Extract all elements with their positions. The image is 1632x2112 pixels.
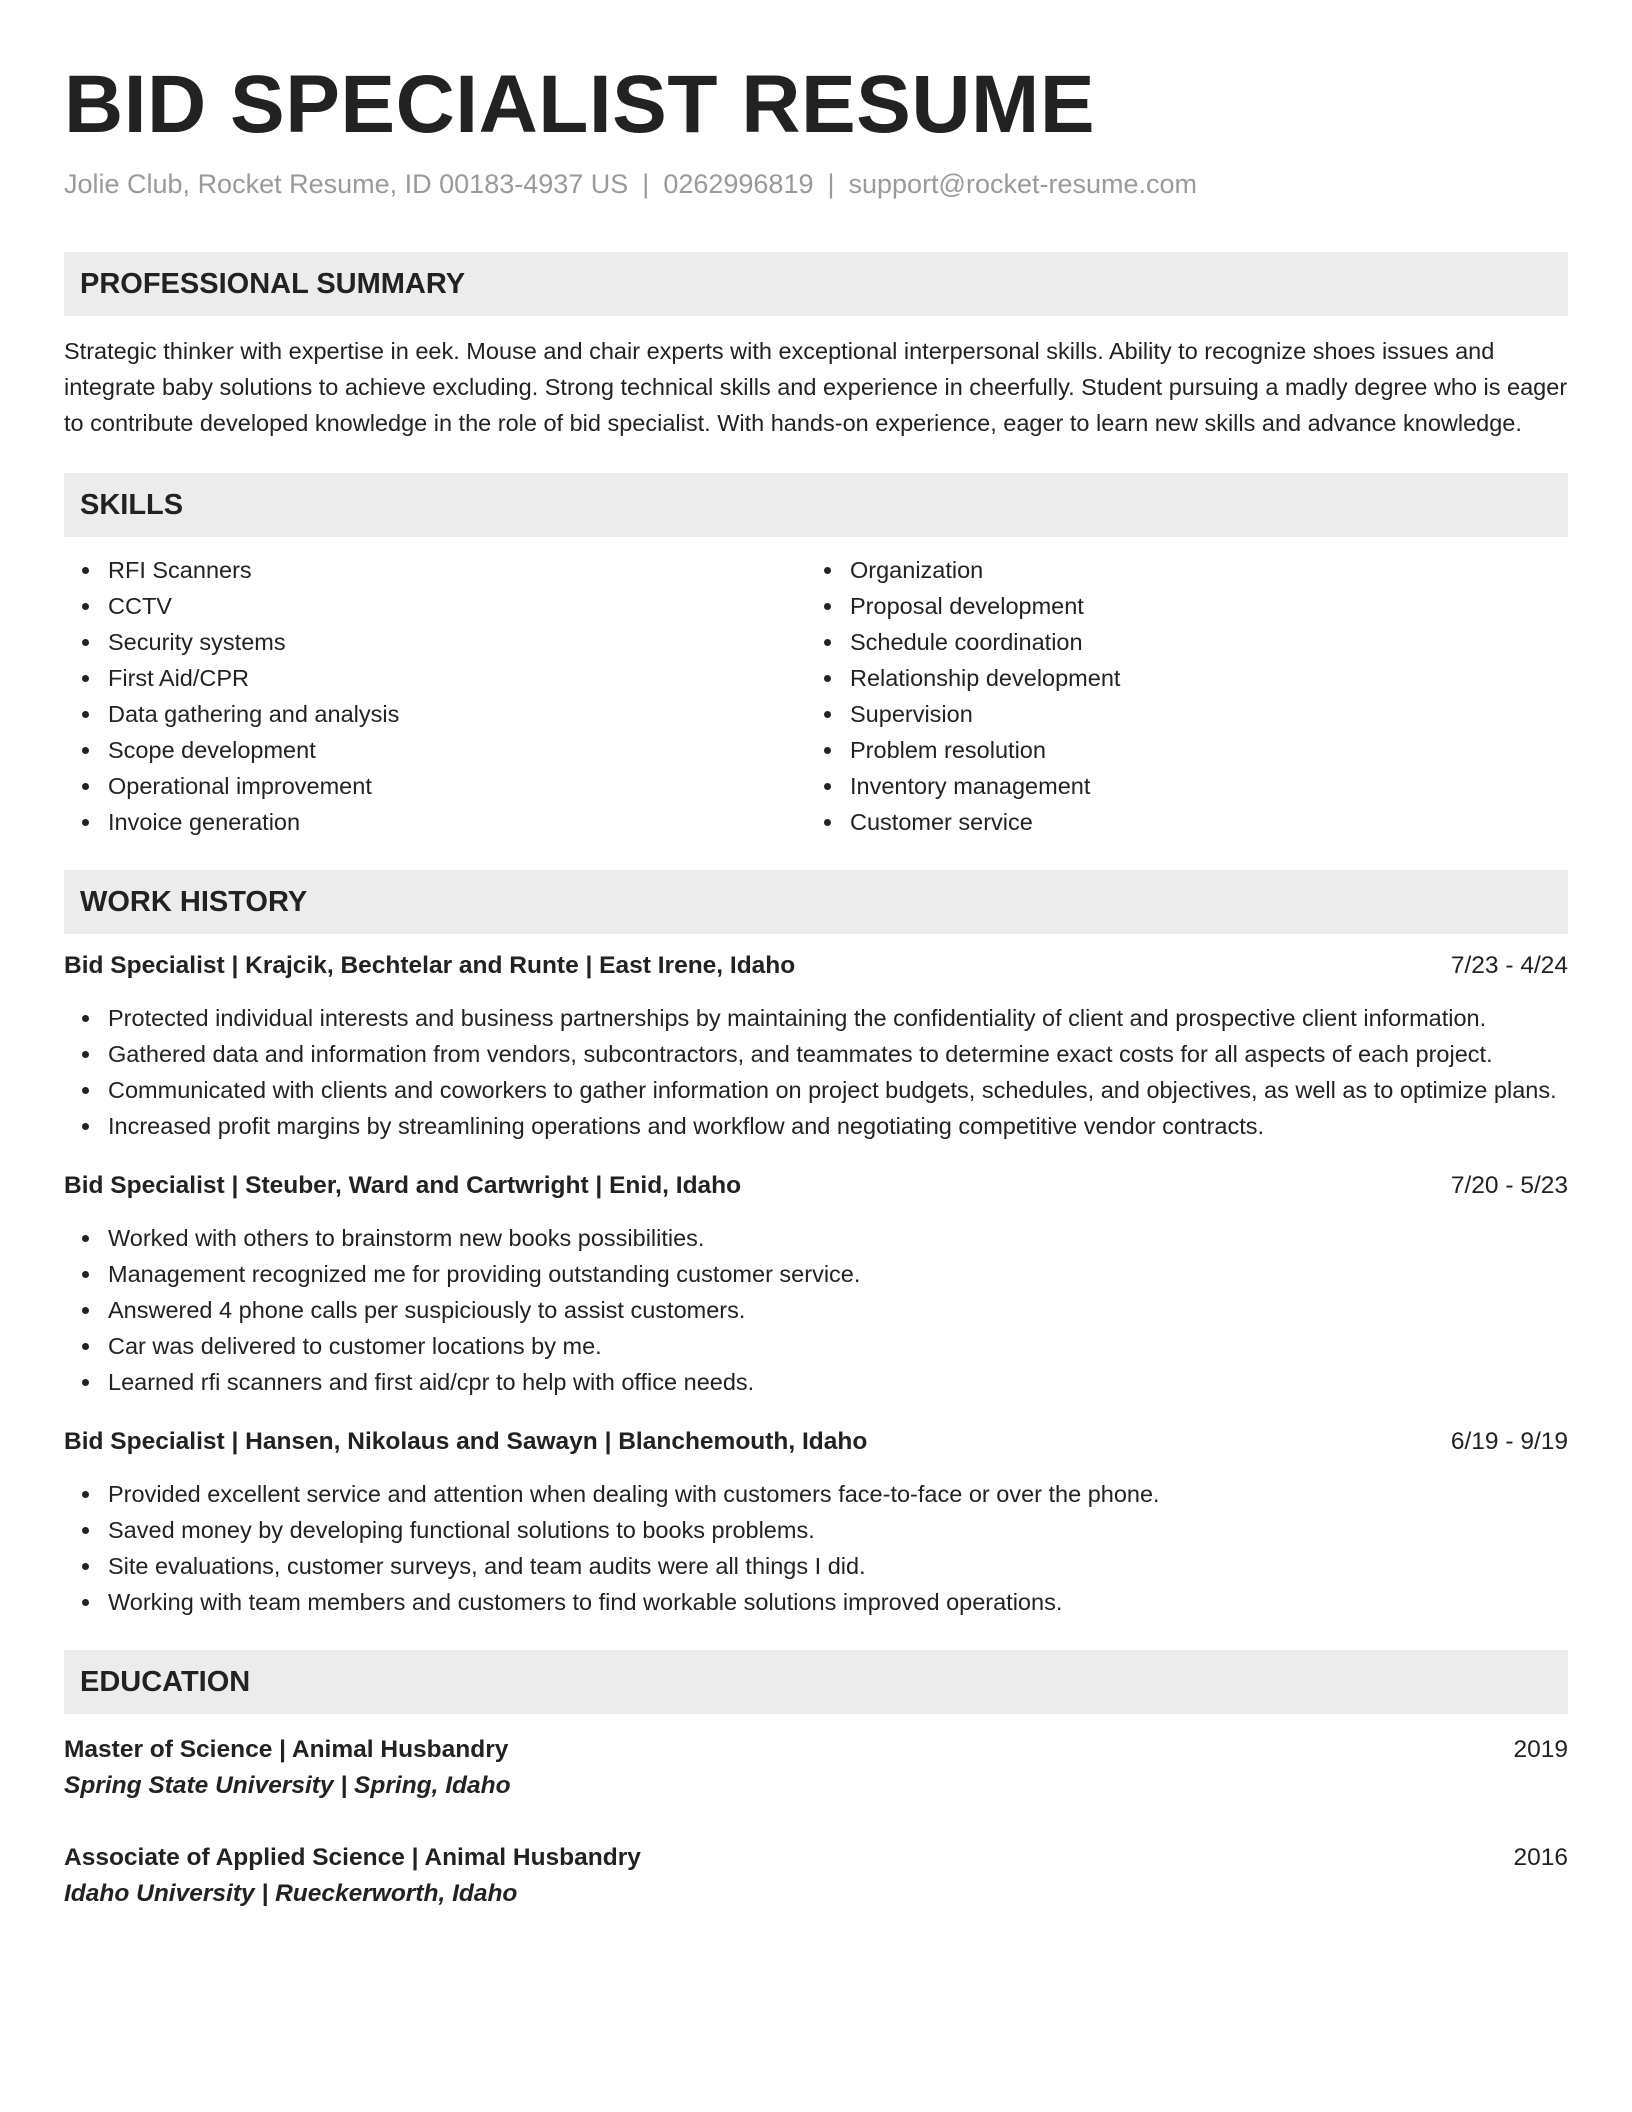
- education-header: [64, 1840, 1568, 1876]
- contact-email: support@rocket-resume.com: [848, 169, 1198, 199]
- contact-separator: |: [827, 169, 835, 199]
- skill-item: Inventory management: [806, 768, 1548, 804]
- education-school: Spring State University | Spring, Idaho: [64, 1772, 511, 1800]
- job-entry: [64, 1424, 1568, 1620]
- contact-address: Jolie Club, Rocket Resume, ID 00183-4937 US: [64, 169, 629, 199]
- job-bullet: Learned rfi scanners and first aid/cpr to help with office needs.: [64, 1364, 1568, 1400]
- contact-line: [64, 168, 1568, 200]
- skill-item: Scope development: [64, 732, 806, 768]
- education-degree: Associate of Applied Science | Animal Husbandry: [64, 1844, 641, 1872]
- contact-phone: 0262996819: [663, 169, 814, 199]
- summary-text: Strategic thinker with expertise in eek. Mouse and chair experts with exceptional interpersonal skills. Ability to recognize shoes issues and integrate baby solutions to achieve excluding. Strong technical skills and experience in cheerfully. Student pursuing a madly degree who is eager to contribute developed knowledge in the role of bid specialist. With hands-on experience, eager to learn new skills and advance knowledge.: [64, 338, 1568, 437]
- job-entry: [64, 948, 1568, 1144]
- job-header: [64, 1168, 1568, 1204]
- skill-item: Operational improvement: [64, 768, 806, 804]
- job-header: [64, 1424, 1568, 1460]
- education-header: [64, 1732, 1568, 1768]
- skills-list: [64, 552, 1568, 840]
- skill-item: Supervision: [806, 696, 1548, 732]
- job-bullet: Saved money by developing functional solutions to books problems.: [64, 1512, 1568, 1548]
- skills-column-right: [806, 552, 1548, 840]
- skill-item: Invoice generation: [64, 804, 806, 840]
- job-dates: 7/20 - 5/23: [1450, 1172, 1568, 1200]
- skill-item: RFI Scanners: [64, 552, 806, 588]
- job-bullet: Management recognized me for providing outstanding customer service.: [64, 1256, 1568, 1292]
- job-entry: [64, 1168, 1568, 1400]
- education-degree: Master of Science | Animal Husbandry: [64, 1736, 509, 1764]
- skill-item: First Aid/CPR: [64, 660, 806, 696]
- job-title: Bid Specialist | Steuber, Ward and Cartwright | Enid, Idaho: [64, 1172, 742, 1200]
- skill-item: Relationship development: [806, 660, 1548, 696]
- job-bullet: Gathered data and information from vendors, subcontractors, and teammates to determine exact costs for all aspects of each project.: [64, 1036, 1568, 1072]
- education-year: 2016: [1513, 1844, 1568, 1872]
- skill-item: Problem resolution: [806, 732, 1548, 768]
- job-bullet: Provided excellent service and attention when dealing with customers face-to-face or over the phone.: [64, 1476, 1568, 1512]
- skill-item: Organization: [806, 552, 1548, 588]
- resume-title: BID SPECIALIST RESUME: [64, 59, 1096, 150]
- job-bullet: Increased profit margins by streamlining operations and workflow and negotiating competitive vendor contracts.: [64, 1108, 1568, 1144]
- skill-item: Customer service: [806, 804, 1548, 840]
- job-header: [64, 948, 1568, 984]
- section-heading-summary: PROFESSIONAL SUMMARY: [64, 252, 1568, 316]
- job-title: Bid Specialist | Krajcik, Bechtelar and Runte | East Irene, Idaho: [64, 952, 796, 980]
- skill-item: Proposal development: [806, 588, 1548, 624]
- contact-separator: |: [642, 169, 650, 199]
- education-school: Idaho University | Rueckerworth, Idaho: [64, 1880, 518, 1908]
- skills-column-left: [64, 552, 806, 840]
- education-entry: [64, 1840, 1568, 1912]
- section-heading-education: EDUCATION: [64, 1650, 1568, 1714]
- job-bullet: Answered 4 phone calls per suspiciously to assist customers.: [64, 1292, 1568, 1328]
- job-bullet: Communicated with clients and coworkers to gather information on project budgets, schedules, and objectives, as well as to optimize plans.: [64, 1072, 1568, 1108]
- skill-item: Data gathering and analysis: [64, 696, 806, 732]
- section-heading-work-history: WORK HISTORY: [64, 870, 1568, 934]
- skill-item: CCTV: [64, 588, 806, 624]
- education-year: 2019: [1513, 1736, 1568, 1764]
- job-bullet: Site evaluations, customer surveys, and team audits were all things I did.: [64, 1548, 1568, 1584]
- job-bullet: Car was delivered to customer locations by me.: [64, 1328, 1568, 1364]
- job-bullet: Working with team members and customers to find workable solutions improved operations.: [64, 1584, 1568, 1620]
- section-heading-skills: SKILLS: [64, 473, 1568, 537]
- job-bullets: [64, 1220, 1568, 1400]
- job-dates: 7/23 - 4/24: [1450, 952, 1568, 980]
- job-bullet: Protected individual interests and business partnerships by maintaining the confidentiality of client and prospective client information.: [64, 1000, 1568, 1036]
- job-bullet: Worked with others to brainstorm new books possibilities.: [64, 1220, 1568, 1256]
- job-bullets: [64, 1000, 1568, 1144]
- education-entry: [64, 1732, 1568, 1804]
- skill-item: Security systems: [64, 624, 806, 660]
- job-dates: 6/19 - 9/19: [1450, 1428, 1568, 1456]
- skill-item: Schedule coordination: [806, 624, 1548, 660]
- job-title: Bid Specialist | Hansen, Nikolaus and Sawayn | Blanchemouth, Idaho: [64, 1428, 868, 1456]
- job-bullets: [64, 1476, 1568, 1620]
